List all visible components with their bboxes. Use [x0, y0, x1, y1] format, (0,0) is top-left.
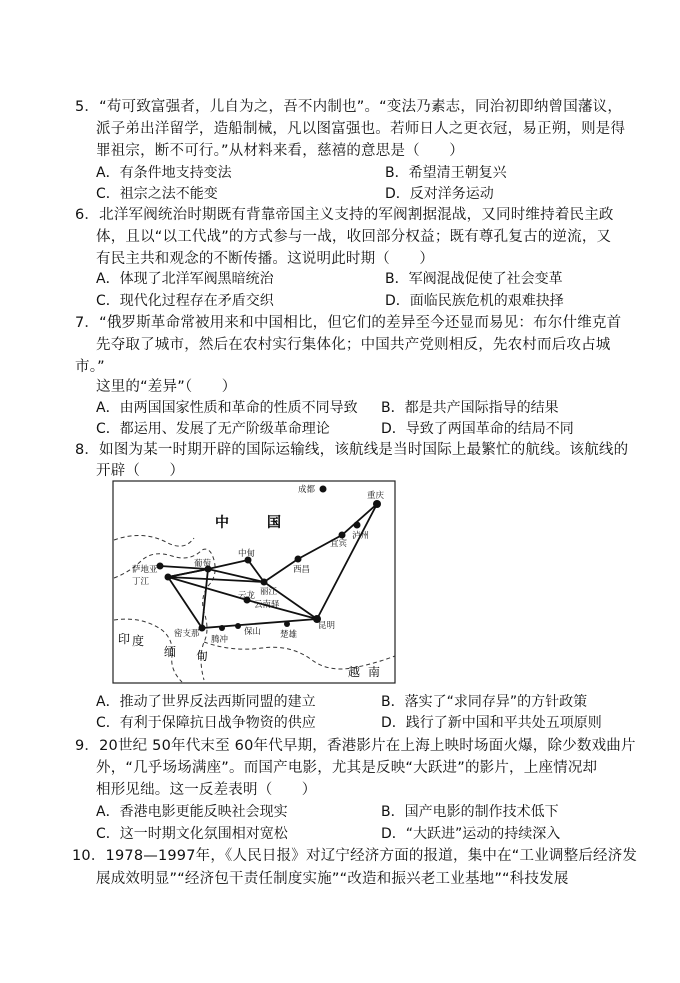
country-label-vietnam-2: 南 [368, 665, 381, 679]
city-label-yunnanyi: 云南驿 [254, 600, 280, 610]
city-dot-tengchong [219, 625, 225, 631]
q7-stem-line-4: 这里的“差异”（ ） [96, 379, 237, 395]
q9-option-c[interactable]: C．这一时期文化氛围相对宽松 [96, 826, 288, 842]
city-label-yunlong: 云龙 [238, 591, 256, 601]
city-label-sadiya: 萨地亚 [132, 565, 158, 575]
country-label-burma-2: 甸 [196, 649, 209, 663]
q9-option-a[interactable]: A．香港电影更能反映社会现实 [96, 804, 288, 820]
q8-stem-line-2: 开辟（ ） [96, 463, 185, 479]
q8-option-a[interactable]: A．推动了世界反法西斯同盟的建立 [96, 694, 316, 710]
q7-stem-line-3: 市。” [75, 359, 105, 375]
city-label-yibin: 宜宾 [330, 539, 348, 549]
q5-option-d[interactable]: D．反对洋务运动 [385, 186, 494, 202]
q10-stem-line-1: 10．1978—1997年，《人民日报》对辽宁经济方面的报道，集中在“工业调整后经济发 [72, 848, 638, 864]
city-dot-chengdu [320, 486, 327, 493]
city-dot-sadiya [157, 563, 164, 570]
q5-stem-line-3: 罪祖宗，断不可行。”从材料来看，慈禧的意思是（ ） [96, 143, 464, 159]
city-label-tengchong: 腾冲 [211, 635, 229, 645]
city-dot-dingjiang [165, 574, 172, 581]
q7-option-d[interactable]: D．导致了两国革命的结局不同 [381, 421, 574, 437]
q7-stem-line-1: 7．“俄罗斯革命常被用来和中国相比，但它们的差异至今还显而易见：布尔什维克首 [75, 315, 622, 331]
city-label-chengdu: 成都 [298, 485, 316, 495]
city-label-chuxiong: 楚雄 [280, 630, 298, 640]
q6-option-a[interactable]: A．体现了北洋军阀黑暗统治 [96, 271, 274, 287]
country-label-china-1: 中 [215, 515, 229, 531]
q5-stem-line-1: 5．“苟可致富强者，儿自为之，吾不内制也”。“变法乃素志，同治初即纳曾国藩议， [75, 99, 623, 115]
country-label-vietnam-1: 越 [348, 665, 361, 679]
city-label-baoshan: 保山 [244, 627, 262, 637]
city-label-luzhou: 泸州 [352, 531, 370, 541]
q8-option-c[interactable]: C．有利于保障抗日战争物资的供应 [96, 715, 316, 731]
city-dot-baoshan [235, 623, 241, 629]
city-dot-lijiang [261, 579, 268, 586]
q7-option-b[interactable]: B．都是共产国际指导的结果 [381, 400, 559, 416]
q6-stem-line-1: 6．北洋军阀统治时期既有背靠帝国主义支持的军阀割据混战，又同时维持着民主政 [75, 207, 614, 223]
city-label-kunming: 昆明 [318, 621, 336, 631]
q8-option-b[interactable]: B．落实了“求同存异”的方针政策 [381, 694, 588, 710]
q7-option-a[interactable]: A．由两国国家性质和革命的性质不同导致 [96, 400, 358, 416]
q9-option-b[interactable]: B．国产电影的制作技术低下 [381, 804, 559, 820]
q7-stem-line-2: 先夺取了城市，然后在农村实行集体化；中国共产党则相反，先农村而后攻占城 [96, 337, 611, 353]
city-label-chongqing: 重庆 [367, 491, 385, 501]
q9-option-d[interactable]: D．“大跃进”运动的持续深入 [381, 826, 561, 842]
q5-option-a[interactable]: A．有条件地支持变法 [96, 165, 232, 181]
q5-option-b[interactable]: B．希望清王朝复兴 [385, 165, 507, 181]
city-dot-luzhou [354, 522, 361, 529]
q6-option-c[interactable]: C．现代化过程存在矛盾交织 [96, 293, 274, 309]
country-label-burma-1: 缅 [164, 645, 177, 659]
country-label-india-2: 度 [132, 634, 145, 648]
country-label-india-1: 印 [118, 632, 131, 646]
q8-option-d[interactable]: D．践行了新中国和平共处五项原则 [381, 715, 602, 731]
q7-option-c[interactable]: C．都运用、发展了无产阶级革命理论 [96, 421, 330, 437]
city-label-lijiang: 丽江 [260, 587, 278, 597]
q9-stem-line-3: 相形见绌。这一反差表明（ ） [96, 782, 317, 798]
city-dot-xichang [295, 556, 302, 563]
q6-stem-line-2: 体，且以“以工代战”的方式参与一战，收回部分权益；既有尊孔复古的逆流，又 [96, 229, 612, 245]
country-label-china-2: 国 [267, 515, 281, 531]
city-dot-chongqing [373, 500, 381, 508]
q5-option-c[interactable]: C．祖宗之法不能变 [96, 186, 218, 202]
city-dot-chuxiong [284, 621, 290, 627]
city-label-putao: 葡萄 [194, 559, 212, 569]
q8-stem-line-1: 8．如图为某一时期开辟的国际运输线，该航线是当时国际上最繁忙的航线。该航线的 [75, 442, 629, 458]
q6-option-d[interactable]: D．面临民族危机的艰难抉择 [385, 293, 564, 309]
q6-stem-line-3: 有民主共和观念的不断传播。这说明此时期（ ） [96, 251, 435, 267]
q10-stem-line-2: 展成效明显”“经济包干责任制度实施”“改造和振兴老工业基地”“科技发展 [96, 871, 569, 887]
q6-option-b[interactable]: B．军阀混战促使了社会变革 [385, 271, 563, 287]
city-label-xichang: 西昌 [293, 565, 311, 575]
q9-stem-line-2: 外，“几乎场场满座”。而国产电影，尤其是反映“大跃进”的影片，上座情况却 [96, 760, 598, 776]
q9-stem-line-1: 9．20世纪 50年代末至 60年代早期，香港影片在上海上映时场面火爆，除少数戏曲片 [75, 738, 636, 754]
city-label-myitkyina: 密支那 [174, 629, 200, 639]
route-map [112, 480, 396, 684]
city-dot-yibin [339, 532, 346, 539]
city-label-dingjiang: 丁江 [132, 577, 150, 587]
city-label-zhongdian: 中甸 [238, 549, 256, 559]
city-dot-myitkyina [199, 625, 206, 632]
q5-stem-line-2: 派子弟出洋留学，造船制械，凡以图富强也。若师日人之更衣冠，易正朔，则是得 [96, 121, 626, 137]
